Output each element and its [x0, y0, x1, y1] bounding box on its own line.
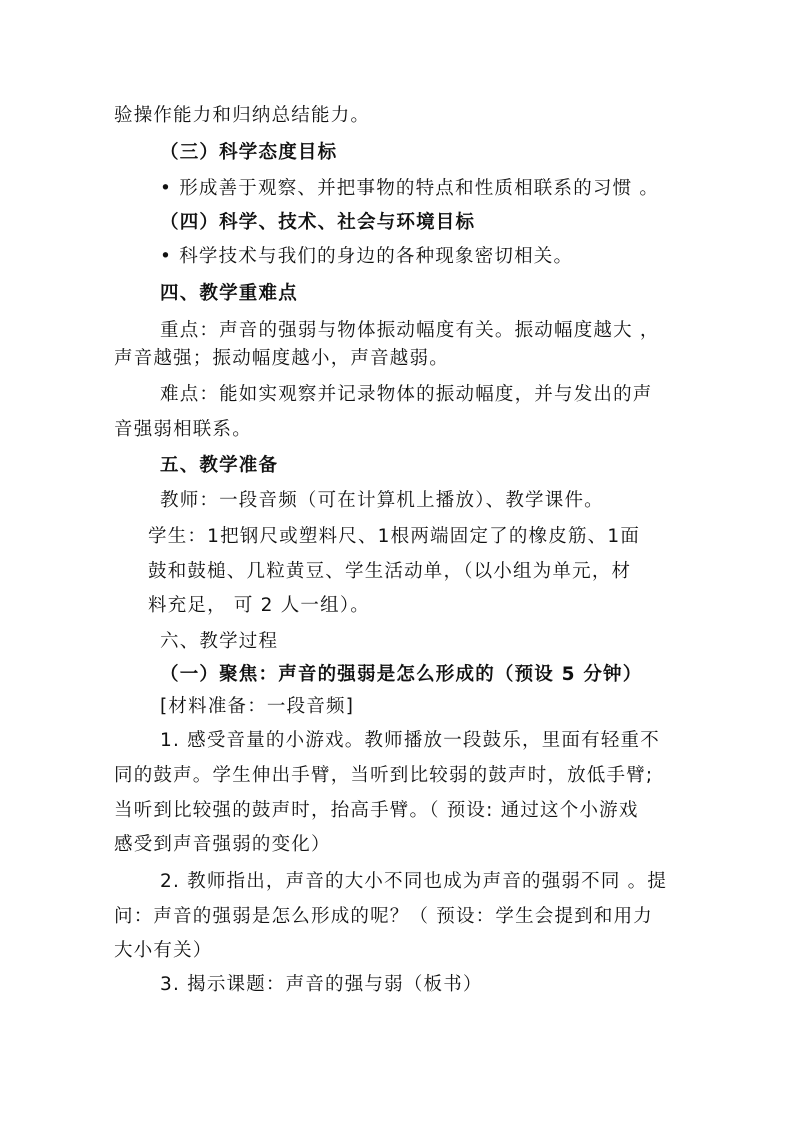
text-line: 1. 感受音量的小游戏。教师播放一段鼓乐，里面有轻重不: [160, 730, 660, 751]
text-line: 鼓和鼓槌、几粒黄豆、学生活动单，（以小组为单元，材: [148, 561, 632, 582]
text-line: 当听到比较强的鼓声时，抬高手臂。（ 预设: 通过这个小游戏: [114, 800, 639, 821]
text-line: 验操作能力和归纳总结能力。: [114, 105, 371, 126]
text-line: 重点：声音的强弱与物体振动幅度有关。振动幅度越大 ，: [160, 320, 660, 341]
text-line: 问：声音的强弱是怎么形成的呢？（ 预设：学生会提到和用力: [114, 906, 653, 927]
text-line: 难点：能如实观察并记录物体的振动幅度，并与发出的声: [160, 384, 653, 405]
text-line: 3. 揭示课题：声音的强与弱（板书）: [160, 974, 483, 995]
bullet-item: • 科学技术与我们的身边的各种现象密切相关。: [160, 246, 574, 267]
section-heading: （四）科学、技术、社会与环境目标: [160, 212, 476, 233]
bullet-item: • 形成善于观察、并把事物的特点和性质相联系的习惯 。: [160, 178, 660, 199]
section-heading: 六、教学过程: [160, 631, 279, 652]
text-line: 学生：1把钢尺或塑料尺、1根两端固定了的橡皮筋、1面: [148, 526, 641, 547]
text-line: 音强弱相联系。: [114, 419, 252, 440]
text-line: 2. 教师指出，声音的大小不同也成为声音的强弱不同 。提: [160, 871, 668, 892]
section-heading: 四、教学重难点: [160, 283, 298, 304]
section-heading: 五、教学准备: [160, 455, 279, 476]
section-heading: （三）科学态度目标: [160, 142, 338, 163]
text-line: 同的鼓声。学生伸出手臂，当听到比较弱的鼓声时，放低手臂;: [114, 765, 654, 786]
text-line: [材料准备：一段音频]: [160, 696, 355, 717]
section-heading: （一）聚焦：声音的强弱是怎么形成的（预设 5 分钟）: [160, 664, 643, 685]
text-line: 感受到声音强弱的变化）: [114, 834, 331, 855]
text-line: 大小有关）: [114, 940, 213, 961]
text-line: 教师：一段音频（可在计算机上播放）、教学课件。: [160, 490, 604, 511]
text-line: 声音越强；振动幅度越小，声音越弱。: [114, 348, 449, 369]
text-line: 料充足， 可 2 人一组）。: [148, 595, 370, 616]
